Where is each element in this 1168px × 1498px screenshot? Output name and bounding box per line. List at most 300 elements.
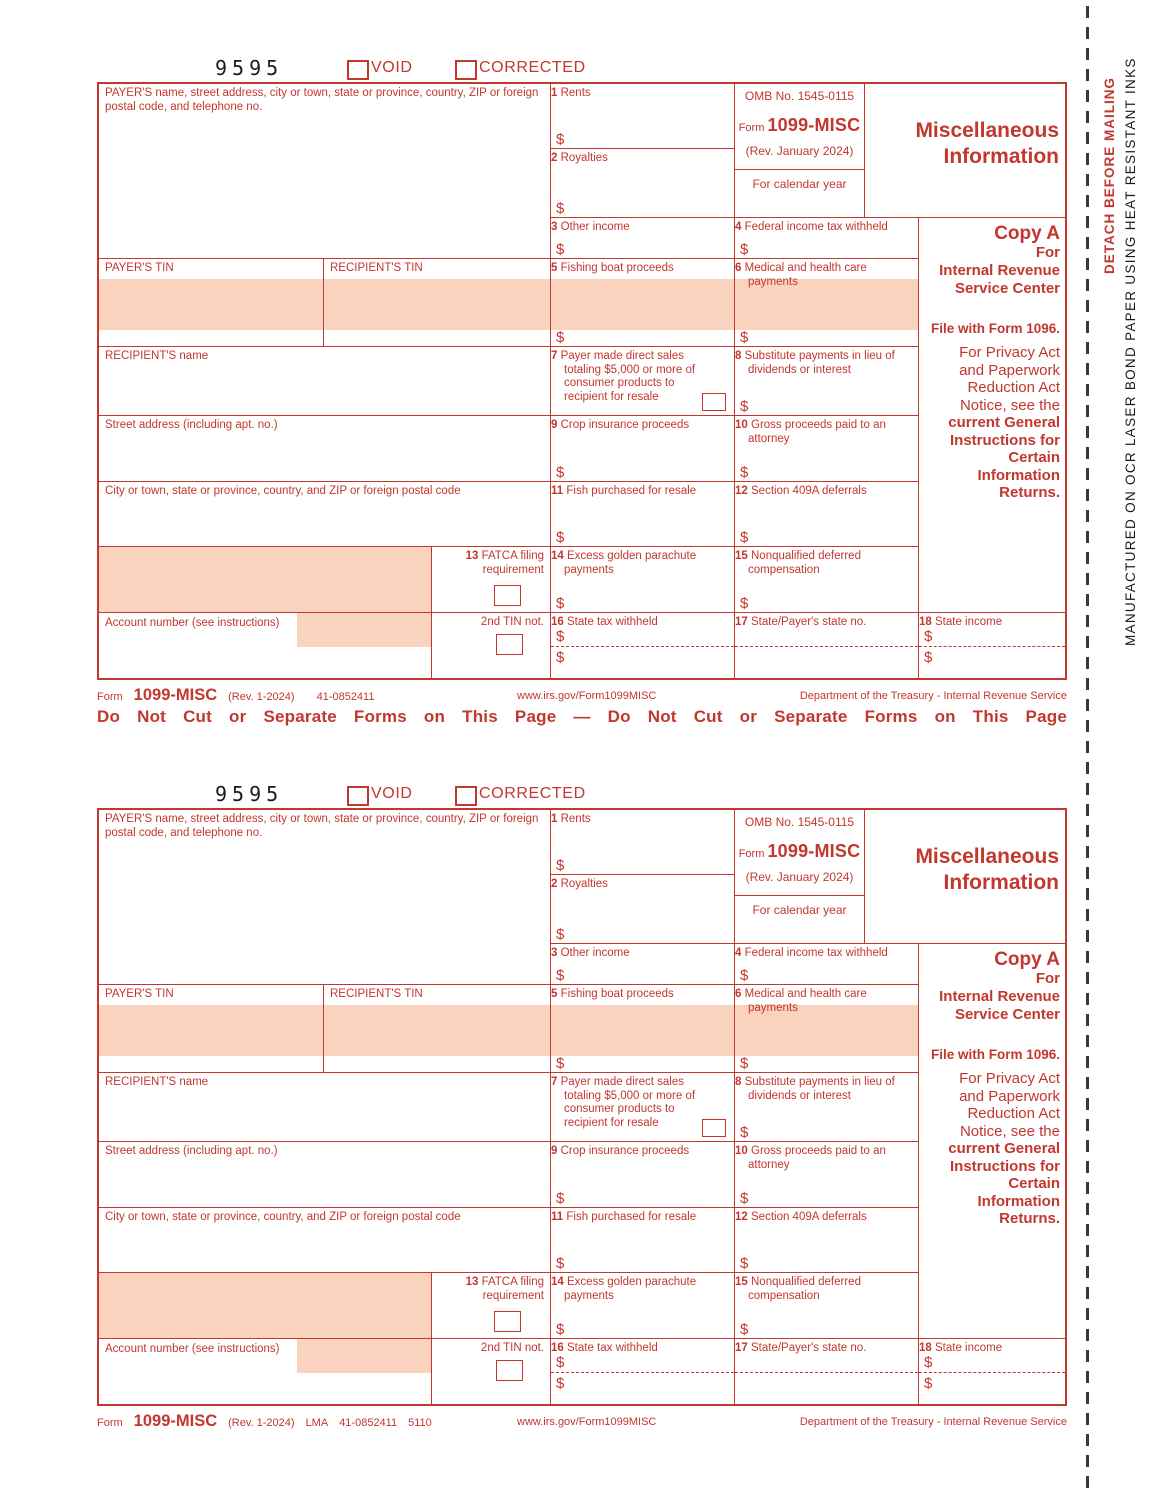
box-title: Payer made direct sales totaling $5,000 or more of consumer products to recipient for resale bbox=[560, 350, 696, 403]
do-not-cut-warning: Do Not Cut or Separate Forms on This Page — Do Not Cut or Separate Forms on This Page bbox=[97, 707, 1067, 726]
box-18-state-income bbox=[919, 613, 1065, 678]
copy-a-title: Copy A bbox=[994, 949, 1060, 970]
box-number: 5 bbox=[551, 988, 558, 1000]
corrected-checkbox bbox=[455, 60, 477, 80]
account-number-label: Account number (see instructions) bbox=[105, 617, 280, 629]
payer-info-label: PAYER'S name, street address, city or town, state or province, country, ZIP or foreign postal code, and telephone no. bbox=[105, 813, 539, 839]
box-7-direct-sales bbox=[551, 1073, 735, 1142]
box-title: Gross proceeds paid to an attorney bbox=[748, 1145, 886, 1171]
box-title: Medical and health care payments bbox=[744, 988, 867, 1014]
box-number: 2 bbox=[551, 878, 558, 890]
shaded-spacer-cell bbox=[99, 547, 432, 613]
box-2-royalties bbox=[551, 875, 735, 944]
box-title: Medical and health care payments bbox=[744, 262, 867, 288]
second-tin-box bbox=[432, 1339, 551, 1404]
payer-info-box bbox=[99, 810, 551, 985]
box-number: 13 bbox=[465, 1276, 479, 1288]
account-number-box bbox=[99, 1339, 432, 1404]
form-grid bbox=[97, 82, 1067, 680]
dollar-sign: $ bbox=[556, 1375, 565, 1392]
box-11-fish-purchased bbox=[551, 1208, 735, 1273]
box-title: Other income bbox=[560, 947, 630, 959]
file-with-note: File with Form 1096. bbox=[930, 321, 1060, 336]
form-footer bbox=[97, 686, 1067, 706]
box7-resale-checkbox bbox=[702, 1119, 726, 1137]
recipient-name-box bbox=[99, 347, 551, 416]
form-title-line1: Miscellaneous bbox=[915, 119, 1059, 142]
box-label bbox=[551, 259, 734, 276]
dollar-sign: $ bbox=[556, 131, 565, 148]
do-not-cut-warning bbox=[97, 1433, 1067, 1455]
copy-a-for: For bbox=[1035, 970, 1060, 987]
box-label bbox=[551, 149, 734, 166]
box-label bbox=[735, 1142, 918, 1172]
form-word: Form bbox=[738, 122, 765, 134]
box-5-fishing-boat bbox=[551, 259, 735, 347]
calendar-year-label: For calendar year bbox=[752, 903, 847, 917]
box-4-federal-tax bbox=[735, 218, 919, 259]
dollar-sign: $ bbox=[740, 398, 749, 415]
account-number-label: Account number (see instructions) bbox=[105, 1343, 280, 1355]
dollar-sign: $ bbox=[556, 649, 565, 666]
box-label bbox=[551, 875, 734, 892]
city-label: City or town, state or province, country, and ZIP or foreign postal code bbox=[105, 1211, 461, 1223]
box-title: Fishing boat proceeds bbox=[560, 988, 674, 1000]
box-8-substitute-payments bbox=[735, 1073, 919, 1142]
form-title-line2: Information bbox=[943, 871, 1059, 894]
box-title: Gross proceeds paid to an attorney bbox=[748, 419, 886, 445]
footer-form-word: Form bbox=[97, 1417, 123, 1429]
box-number: 7 bbox=[551, 1076, 558, 1088]
box-title: Substitute payments in lieu of dividends or interest bbox=[744, 350, 895, 376]
box-8-substitute-payments bbox=[735, 347, 919, 416]
copy-a-text bbox=[919, 944, 1065, 1228]
dollar-sign: $ bbox=[556, 529, 565, 546]
revision-note: (Rev. January 2024) bbox=[745, 144, 854, 158]
box-title: Royalties bbox=[560, 878, 608, 890]
form-title-line2: Information bbox=[943, 145, 1059, 168]
box-title-line2: requirement bbox=[482, 1289, 544, 1302]
box-label bbox=[551, 1273, 734, 1303]
privacy-act-bold: current General Instructions for Certain Information Returns. bbox=[948, 414, 1060, 501]
form-header bbox=[97, 56, 1067, 82]
recipient-tin-box bbox=[324, 259, 551, 347]
dollar-sign: $ bbox=[740, 1321, 749, 1338]
street-address-label: Street address (including apt. no.) bbox=[105, 1145, 278, 1157]
box-title: FATCA filing bbox=[481, 1276, 544, 1288]
form-1099-misc bbox=[97, 782, 1067, 1455]
box-10-gross-proceeds bbox=[735, 1142, 919, 1208]
box7-resale-checkbox bbox=[702, 393, 726, 411]
box-12-409a-deferrals bbox=[735, 482, 919, 547]
revision-note: (Rev. January 2024) bbox=[745, 870, 854, 884]
box-title: Excess golden parachute payments bbox=[564, 1276, 697, 1302]
fatca-checkbox bbox=[494, 585, 521, 606]
dollar-sign: $ bbox=[556, 1190, 565, 1207]
box-label bbox=[735, 218, 918, 235]
void-checkbox bbox=[347, 60, 369, 80]
account-number-box bbox=[99, 613, 432, 678]
calendar-year-label: For calendar year bbox=[752, 177, 847, 191]
omb-number: OMB No. 1545-0115 bbox=[744, 815, 855, 829]
box-title-line2: requirement bbox=[482, 563, 544, 576]
dollar-sign: $ bbox=[740, 529, 749, 546]
box-title: Section 409A deferrals bbox=[751, 485, 867, 497]
payer-tin-label: PAYER'S TIN bbox=[105, 988, 174, 1000]
privacy-act-text: For Privacy Act and Paperwork Reduction Act Notice, see the bbox=[959, 344, 1060, 414]
footer-catalog-number: 41-0852411 bbox=[316, 691, 375, 703]
dollar-sign: $ bbox=[556, 1321, 565, 1338]
box-title: Royalties bbox=[560, 152, 608, 164]
form-number: 1099-MISC bbox=[767, 115, 861, 135]
fatca-checkbox bbox=[494, 1311, 521, 1332]
street-address-box bbox=[99, 1142, 551, 1208]
dollar-sign: $ bbox=[556, 1055, 565, 1072]
footer-irs-url: www.irs.gov/Form1099MISC bbox=[517, 690, 657, 702]
form-number-line bbox=[735, 115, 864, 136]
void-label: VOID bbox=[371, 785, 413, 802]
box-number: 10 bbox=[735, 419, 748, 431]
payer-info-box bbox=[99, 84, 551, 259]
entry-divider-dashed bbox=[919, 646, 1065, 647]
box-label bbox=[551, 1142, 734, 1159]
box-title: State/Payer's state no. bbox=[751, 1342, 867, 1354]
box-title: State income bbox=[935, 1342, 1003, 1354]
box-5-fishing-boat bbox=[551, 985, 735, 1073]
dollar-sign: $ bbox=[556, 628, 565, 645]
second-tin-label: 2nd TIN not. bbox=[480, 1342, 544, 1354]
box-4-federal-tax bbox=[735, 944, 919, 985]
ocr-scan-code: 9595 bbox=[215, 56, 284, 80]
entry-divider-dashed bbox=[551, 1372, 734, 1373]
copy-a-dest-line2: Service Center bbox=[954, 1006, 1060, 1023]
box-13-fatca bbox=[432, 1273, 551, 1339]
box-label bbox=[551, 482, 734, 499]
box-label bbox=[551, 547, 734, 577]
copy-a-text bbox=[919, 218, 1065, 502]
form-footer bbox=[97, 1412, 1067, 1432]
second-tin-checkbox bbox=[496, 1360, 523, 1381]
dollar-sign: $ bbox=[556, 200, 565, 217]
form-header bbox=[97, 782, 1067, 808]
box-label bbox=[551, 1208, 734, 1225]
dollar-sign: $ bbox=[740, 1055, 749, 1072]
paper-manufacture-note: MANUFACTURED ON OCR LASER BOND PAPER USING HEAT RESISTANT INKS bbox=[1123, 57, 1138, 646]
box-number: 3 bbox=[551, 947, 558, 959]
box-16-state-tax bbox=[551, 613, 735, 678]
box-title: Federal income tax withheld bbox=[744, 947, 888, 959]
city-label: City or town, state or province, country, and ZIP or foreign postal code bbox=[105, 485, 461, 497]
box-3-other-income bbox=[551, 218, 735, 259]
dollar-sign: $ bbox=[556, 1255, 565, 1272]
footer-form-word: Form bbox=[97, 691, 123, 703]
box-label bbox=[551, 985, 734, 1002]
recipient-name-label: RECIPIENT'S name bbox=[105, 350, 209, 362]
payer-info-label: PAYER'S name, street address, city or town, state or province, country, ZIP or foreign postal code, and telephone no. bbox=[105, 87, 539, 113]
entry-divider-dashed bbox=[735, 1372, 918, 1373]
corrected-label: CORRECTED bbox=[479, 59, 586, 76]
dollar-sign: $ bbox=[556, 857, 565, 874]
form-grid bbox=[97, 808, 1067, 1406]
box-15-nonqualified-deferred bbox=[735, 547, 919, 613]
box-label bbox=[551, 944, 734, 961]
footer-lma-code: LMA bbox=[305, 1417, 329, 1429]
entry-divider-dashed bbox=[919, 1372, 1065, 1373]
form-title-area bbox=[865, 810, 1065, 944]
box-number: 17 bbox=[735, 616, 748, 628]
void-label: VOID bbox=[371, 59, 413, 76]
privacy-act-note bbox=[932, 1070, 1060, 1228]
recipient-tin-label: RECIPIENT'S TIN bbox=[330, 262, 423, 274]
box-label bbox=[551, 416, 734, 433]
box-number: 14 bbox=[551, 1276, 564, 1288]
file-with-note: File with Form 1096. bbox=[930, 1047, 1060, 1062]
box-number: 11 bbox=[551, 1211, 564, 1223]
privacy-act-bold: current General Instructions for Certain Information Returns. bbox=[948, 1140, 1060, 1227]
street-address-label: Street address (including apt. no.) bbox=[105, 419, 278, 431]
box-number: 13 bbox=[465, 550, 479, 562]
detach-before-mailing-note: DETACH BEFORE MAILING bbox=[1102, 77, 1117, 274]
box-number: 5 bbox=[551, 262, 558, 274]
box-label bbox=[735, 482, 918, 499]
box-label bbox=[735, 1208, 918, 1225]
copy-a-column bbox=[919, 218, 1065, 613]
box-2-royalties bbox=[551, 149, 735, 218]
footer-revision: (Rev. 1-2024) bbox=[228, 1417, 295, 1429]
form-title-line1: Miscellaneous bbox=[915, 845, 1059, 868]
box-title: Section 409A deferrals bbox=[751, 1211, 867, 1223]
footer-catalog-number: 41-0852411 bbox=[339, 1417, 398, 1429]
box-number: 15 bbox=[735, 550, 748, 562]
void-checkbox bbox=[347, 786, 369, 806]
box-number: 12 bbox=[735, 485, 748, 497]
omb-number: OMB No. 1545-0115 bbox=[744, 89, 855, 103]
box-label bbox=[551, 84, 734, 101]
form-number: 1099-MISC bbox=[767, 841, 861, 861]
footer-department: Department of the Treasury - Internal Revenue Service bbox=[799, 690, 1067, 702]
box-number: 6 bbox=[735, 988, 742, 1000]
copy-a-for: For bbox=[1035, 244, 1060, 261]
box-label bbox=[735, 944, 918, 961]
box-10-gross-proceeds bbox=[735, 416, 919, 482]
box-title: Nonqualified deferred compensation bbox=[748, 1276, 861, 1302]
recipient-name-box bbox=[99, 1073, 551, 1142]
box-11-fish-purchased bbox=[551, 482, 735, 547]
box-title: Substitute payments in lieu of dividends or interest bbox=[744, 1076, 895, 1102]
corrected-checkbox bbox=[455, 786, 477, 806]
box-label bbox=[735, 416, 918, 446]
box-18-state-income bbox=[919, 1339, 1065, 1404]
form-number-line bbox=[735, 841, 864, 862]
box-1-rents bbox=[551, 84, 735, 149]
box-15-nonqualified-deferred bbox=[735, 1273, 919, 1339]
box-number: 1 bbox=[551, 87, 558, 99]
box-title: Federal income tax withheld bbox=[744, 221, 888, 233]
box-title: State tax withheld bbox=[567, 616, 658, 628]
footer-print-code: 5110 bbox=[408, 1417, 432, 1429]
footer-revision: (Rev. 1-2024) bbox=[228, 691, 295, 703]
box-6-medical bbox=[735, 259, 919, 347]
box-number: 7 bbox=[551, 350, 558, 362]
street-address-box bbox=[99, 416, 551, 482]
box-label bbox=[735, 347, 918, 377]
recipient-tin-label: RECIPIENT'S TIN bbox=[330, 988, 423, 1000]
footer-left-group bbox=[97, 1412, 432, 1431]
form-title bbox=[865, 810, 1065, 896]
box-9-crop-insurance bbox=[551, 1142, 735, 1208]
box-number: 18 bbox=[919, 616, 932, 628]
box-number: 2 bbox=[551, 152, 558, 164]
box-label bbox=[551, 218, 734, 235]
box-title: Excess golden parachute payments bbox=[564, 550, 697, 576]
box-number: 8 bbox=[735, 350, 742, 362]
calendar-year-box bbox=[735, 896, 865, 944]
box-number: 9 bbox=[551, 419, 558, 431]
privacy-act-note bbox=[932, 344, 1060, 502]
dollar-sign: $ bbox=[924, 1375, 933, 1392]
dollar-sign: $ bbox=[740, 1124, 749, 1141]
footer-left-group bbox=[97, 686, 385, 705]
dollar-sign: $ bbox=[556, 595, 565, 612]
box-number: 11 bbox=[551, 485, 564, 497]
box-label bbox=[432, 1273, 550, 1303]
dollar-sign: $ bbox=[740, 967, 749, 984]
dollar-sign: $ bbox=[740, 329, 749, 346]
box-14-golden-parachute bbox=[551, 1273, 735, 1339]
box-title: Fish purchased for resale bbox=[566, 1211, 697, 1223]
second-tin-label: 2nd TIN not. bbox=[480, 616, 544, 628]
box-14-golden-parachute bbox=[551, 547, 735, 613]
dollar-sign: $ bbox=[740, 241, 749, 258]
box-number: 3 bbox=[551, 221, 558, 233]
box-label bbox=[432, 547, 550, 577]
copy-a-column bbox=[919, 944, 1065, 1339]
box-number: 1 bbox=[551, 813, 558, 825]
box-9-crop-insurance bbox=[551, 416, 735, 482]
box-number: 4 bbox=[735, 947, 742, 959]
box-label bbox=[919, 613, 1065, 630]
footer-form-number: 1099-MISC bbox=[133, 686, 218, 704]
calendar-year-box bbox=[735, 170, 865, 218]
box-label bbox=[551, 1339, 734, 1356]
box-6-medical bbox=[735, 985, 919, 1073]
corrected-label: CORRECTED bbox=[479, 785, 586, 802]
entry-divider-dashed bbox=[735, 646, 918, 647]
dollar-sign: $ bbox=[556, 329, 565, 346]
box-title: Crop insurance proceeds bbox=[560, 419, 690, 431]
box-title: Crop insurance proceeds bbox=[560, 1145, 690, 1157]
second-tin-checkbox bbox=[496, 634, 523, 655]
dollar-sign: $ bbox=[740, 464, 749, 481]
box-number: 14 bbox=[551, 550, 564, 562]
box-number: 10 bbox=[735, 1145, 748, 1157]
footer-irs-url: www.irs.gov/Form1099MISC bbox=[517, 1416, 657, 1428]
box-title: FATCA filing bbox=[481, 550, 544, 562]
box-1-rents bbox=[551, 810, 735, 875]
box-number: 12 bbox=[735, 1211, 748, 1223]
box-12-409a-deferrals bbox=[735, 1208, 919, 1273]
box-label bbox=[735, 547, 918, 577]
dollar-sign: $ bbox=[740, 1190, 749, 1207]
footer-form-number: 1099-MISC bbox=[133, 1412, 218, 1430]
shaded-spacer-cell bbox=[99, 1273, 432, 1339]
box-number: 17 bbox=[735, 1342, 748, 1354]
box-17-state-payer-no bbox=[735, 613, 919, 678]
box-number: 9 bbox=[551, 1145, 558, 1157]
box-title: Rents bbox=[560, 87, 591, 99]
form-title-area bbox=[865, 84, 1065, 218]
dollar-sign: $ bbox=[740, 1255, 749, 1272]
box-title: State income bbox=[935, 616, 1003, 628]
box-label bbox=[735, 1073, 918, 1103]
dollar-sign: $ bbox=[924, 1354, 933, 1371]
omb-box bbox=[735, 810, 865, 896]
ocr-scan-code: 9595 bbox=[215, 782, 284, 806]
box-label bbox=[735, 613, 918, 630]
copy-a-dest-line2: Service Center bbox=[954, 280, 1060, 297]
omb-box bbox=[735, 84, 865, 170]
box-number: 4 bbox=[735, 221, 742, 233]
form-title bbox=[865, 84, 1065, 170]
form-word: Form bbox=[738, 848, 765, 860]
box-label bbox=[735, 1339, 918, 1356]
second-tin-box bbox=[432, 613, 551, 678]
city-box bbox=[99, 1208, 551, 1273]
dollar-sign: $ bbox=[924, 628, 933, 645]
dollar-sign: $ bbox=[924, 649, 933, 666]
dollar-sign: $ bbox=[556, 926, 565, 943]
box-7-direct-sales bbox=[551, 347, 735, 416]
box-number: 6 bbox=[735, 262, 742, 274]
box-number: 18 bbox=[919, 1342, 932, 1354]
perforation-dashed-line bbox=[1086, 6, 1089, 1492]
copy-a-dest-line1: Internal Revenue bbox=[939, 262, 1060, 279]
box-3-other-income bbox=[551, 944, 735, 985]
box-title: State tax withheld bbox=[567, 1342, 658, 1354]
box-label bbox=[735, 259, 918, 289]
privacy-act-text: For Privacy Act and Paperwork Reduction Act Notice, see the bbox=[959, 1070, 1060, 1140]
box-label bbox=[919, 1339, 1065, 1356]
dollar-sign: $ bbox=[556, 241, 565, 258]
box-title: Other income bbox=[560, 221, 630, 233]
footer-department: Department of the Treasury - Internal Revenue Service bbox=[799, 1416, 1067, 1428]
box-title: Rents bbox=[560, 813, 591, 825]
box-title: State/Payer's state no. bbox=[751, 616, 867, 628]
box-label bbox=[551, 613, 734, 630]
form-1099-misc bbox=[97, 56, 1067, 729]
dollar-sign: $ bbox=[556, 967, 565, 984]
dollar-sign: $ bbox=[556, 1354, 565, 1371]
payer-tin-label: PAYER'S TIN bbox=[105, 262, 174, 274]
form-copy-bottom bbox=[97, 782, 1067, 1455]
copy-a-title: Copy A bbox=[994, 223, 1060, 244]
box-title: Payer made direct sales totaling $5,000 or more of consumer products to recipient for resale bbox=[560, 1076, 696, 1129]
box-13-fatca bbox=[432, 547, 551, 613]
box-16-state-tax bbox=[551, 1339, 735, 1404]
box-label bbox=[735, 1273, 918, 1303]
box-title: Fishing boat proceeds bbox=[560, 262, 674, 274]
dollar-sign: $ bbox=[556, 464, 565, 481]
recipient-tin-box bbox=[324, 985, 551, 1073]
copy-a-dest-line1: Internal Revenue bbox=[939, 988, 1060, 1005]
entry-divider-dashed bbox=[551, 646, 734, 647]
box-label bbox=[735, 985, 918, 1015]
dollar-sign: $ bbox=[740, 595, 749, 612]
box-label bbox=[551, 810, 734, 827]
box-number: 16 bbox=[551, 1342, 564, 1354]
city-box bbox=[99, 482, 551, 547]
box-title: Nonqualified deferred compensation bbox=[748, 550, 861, 576]
